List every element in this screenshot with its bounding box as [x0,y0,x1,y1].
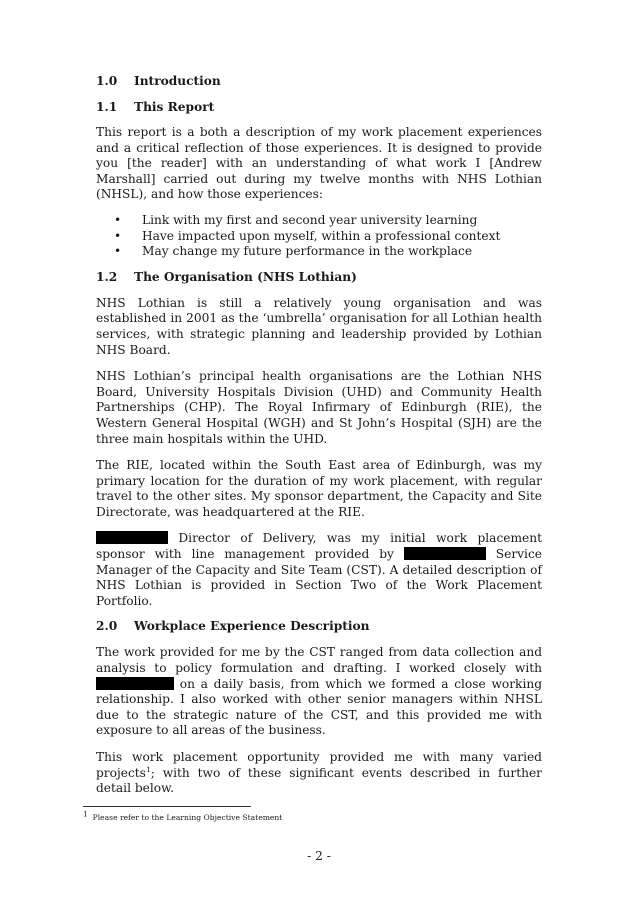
heading-number: 1.2 [96,269,118,284]
list-item: • Link with my first and second year university learning [114,213,542,229]
bullet-list [96,213,542,260]
footnote-divider [83,806,251,807]
footnote-marker: 1 [83,809,88,819]
footnote-text: Please refer to the Learning Objective Statement [92,813,283,822]
heading-number: 2.0 [96,619,118,634]
redaction-block [136,677,174,690]
heading-workplace-experience [96,619,542,634]
paragraph-projects [96,750,542,797]
heading-title: This Report [134,100,215,114]
paragraph-nhs-lothian: NHS Lothian is still a relatively young organisation and was established in 2001 as the ‘umbrella’ organisation for all Lothian health services, with strategic planning and leadership provided by Lothian NHS Board. [96,295,542,357]
paragraph-work-provided [96,645,542,739]
heading-number: 1.0 [96,74,118,88]
paragraph-principal-organisations: NHS Lothian’s principal health organisations are the Lothian NHS Board, University Hospitals Division (UHD) and Community Health Partnerships (CHP). The Royal Infirmary of Edinburgh (RIE), the Western General Hospital (WGH) and St John’s Hospital (SJH) are the three main hospitals within the UHD. [96,369,542,446]
list-item: • Have impacted upon myself, within a professional context [114,229,542,245]
heading-title: Introduction [134,74,221,88]
heading-number: 1.1 [96,100,118,114]
heading-introduction [96,74,542,89]
paragraph-this-report: This report is a both a description of my work placement experiences and a critical reflection of those experiences. It is designed to provide you [the reader] with an understanding of what work I [Andrew Marshall] carried out during my twelve months with NHS Lothian (NHSL), and how those experiences: [96,125,542,202]
heading-title: Workplace Experience Description [134,619,370,634]
page-number: - 2 - [307,849,331,863]
heading-organisation [96,270,542,285]
redaction-block [404,547,486,560]
footnote [83,809,283,823]
work-text-1: The work provided for me by the CST ranged from data collection and analysis to policy formulation and drafting. I worked closely with [96,645,542,676]
footnote-reference[interactable]: 1 [145,764,151,774]
redaction-block [96,677,136,690]
projects-text-2: ; with two of these significant events described in further detail below. [96,765,542,796]
list-item: • May change my future performance in the workplace [114,244,542,260]
paragraph-sponsor [96,531,542,609]
heading-title: The Organisation (NHS Lothian) [134,269,357,284]
redaction-block [96,531,168,544]
paragraph-rie-location: The RIE, located within the South East area of Edinburgh, was my primary location for the duration of my work placement, with regular travel to the other sites. My sponsor department, the Capacity and Site Directorate, was headquartered at the RIE. [96,458,542,519]
heading-this-report [96,100,542,115]
page-content [96,74,542,797]
sponsor-text-2: Service Manager of the Capacity and Site Team (CST). A detailed description of NHS Lothian is provided in Section Two of the Work Placement Portfolio. [96,547,542,608]
sponsor-text-1: Director of Delivery, was my initial work placement sponsor with line management provided by [96,531,542,562]
work-text-2: on a daily basis, from which we formed a close working relationship. I also worked with other senior managers within NHSL due to the strategic nature of the CST, and this provided me with exposure to all areas of the business. [96,676,542,738]
projects-text-1: This work placement opportunity provided me with many varied projects [96,750,542,780]
